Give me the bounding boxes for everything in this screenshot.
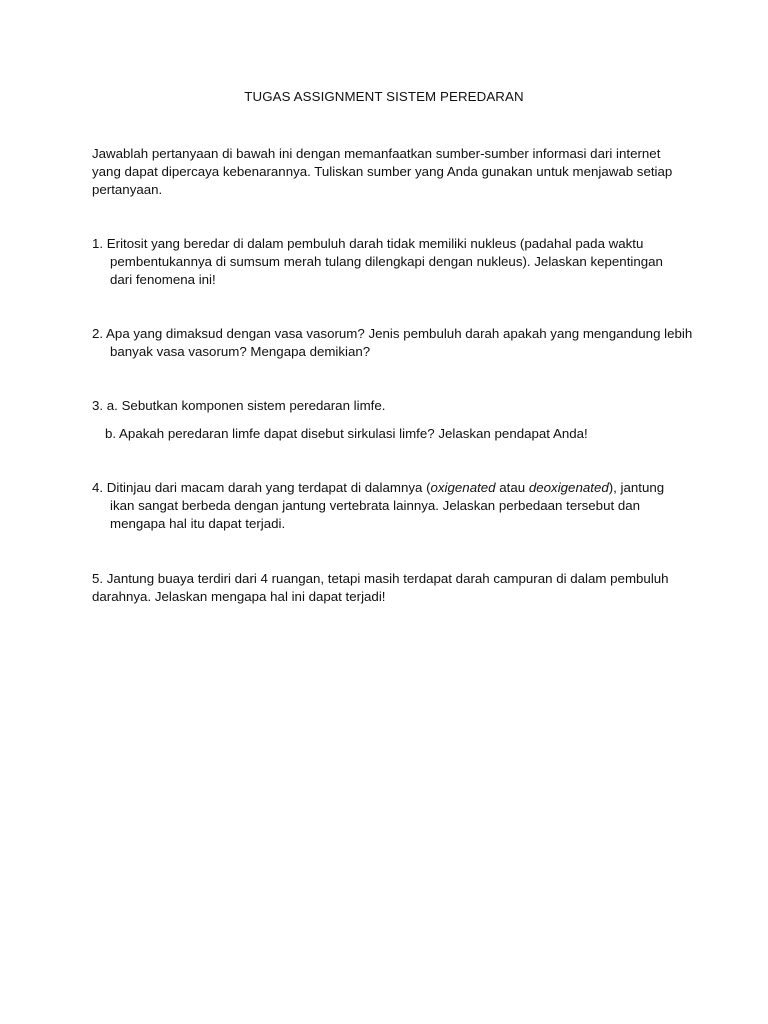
question-5	[92, 570, 692, 606]
question-4-text: ), jantung	[608, 480, 665, 495]
question-2	[92, 325, 692, 361]
question-1-line: pembentukannya di sumsum merah tulang dilengkapi dengan nukleus). Jelaskan kepentingan	[110, 254, 663, 269]
question-4-line: mengapa hal itu dapat terjadi.	[110, 516, 286, 531]
question-4-line	[92, 479, 692, 497]
question-2-line: banyak vasa vasorum? Mengapa demikian?	[110, 344, 371, 359]
question-2-line: 2. Apa yang dimaksud dengan vasa vasorum? Jenis pembuluh darah apakah yang mengandung lebih	[92, 326, 693, 341]
question-3b: b. Apakah peredaran limfe dapat disebut sirkulasi limfe? Jelaskan pendapat Anda!	[105, 426, 588, 441]
document-title: TUGAS ASSIGNMENT SISTEM PEREDARAN	[244, 89, 524, 104]
question-4	[92, 479, 692, 533]
question-1	[92, 235, 692, 289]
instructions-paragraph	[92, 145, 692, 199]
question-1-line: 1. Eritosit yang beredar di dalam pembuluh darah tidak memiliki nukleus (padahal pada waktu	[92, 236, 644, 251]
question-4-text: 4. Ditinjau dari macam darah yang terdapat di dalamnya (	[92, 480, 431, 495]
question-4-term: oxigenated	[430, 480, 496, 495]
intro-line: yang dapat dipercaya kebenarannya. Tuliskan sumber yang Anda gunakan untuk menjawab setiap	[92, 164, 673, 179]
question-4-term: deoxigenated	[528, 480, 609, 495]
question-1-line: dari fenomena ini!	[110, 272, 216, 287]
question-5-line: 5. Jantung buaya terdiri dari 4 ruangan, tetapi masih terdapat darah campuran di dalam pembuluh	[92, 571, 669, 586]
intro-line: Jawablah pertanyaan di bawah ini dengan memanfaatkan sumber-sumber informasi dari internet	[92, 146, 661, 161]
question-3a: 3. a. Sebutkan komponen sistem peredaran limfe.	[92, 398, 386, 413]
question-5-line: darahnya. Jelaskan mengapa hal ini dapat terjadi!	[92, 589, 386, 604]
question-4-text: atau	[495, 480, 529, 495]
question-4-line: ikan sangat berbeda dengan jantung vertebrata lainnya. Jelaskan perbedaan tersebut dan	[110, 498, 641, 513]
intro-line: pertanyaan.	[92, 182, 163, 197]
